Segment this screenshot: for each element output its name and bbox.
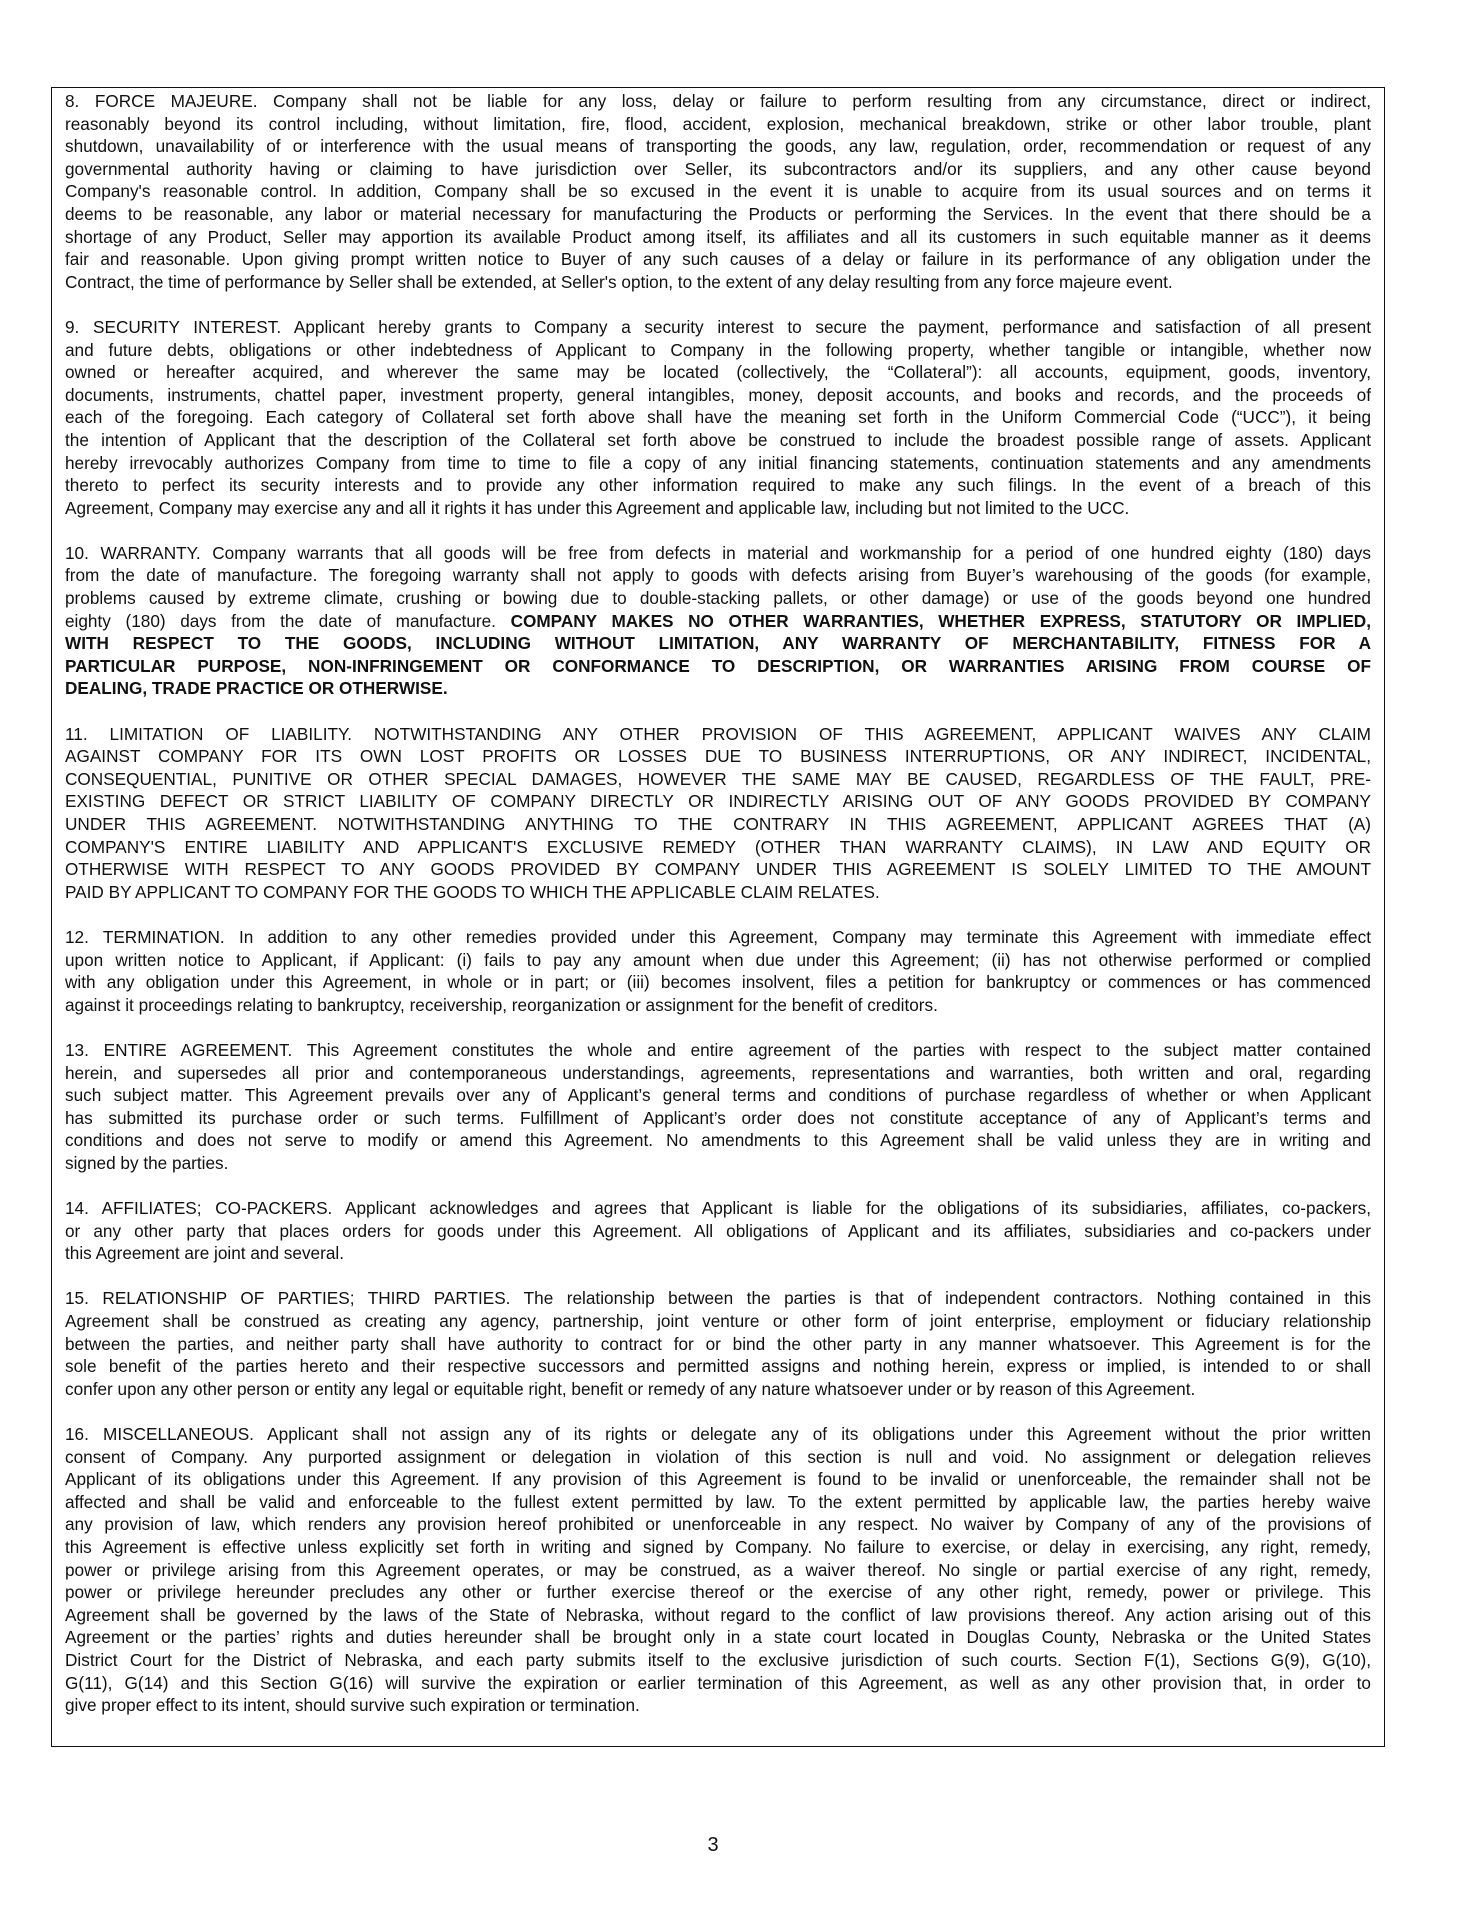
clause-14 — [65, 1197, 1371, 1265]
clause-line — [65, 836, 1371, 859]
clause-line — [65, 1107, 1371, 1130]
line-text: COMPANY'S ENTIRE LIABILITY AND APPLICANT'S EXCLUSIVE REMEDY (OTHER THAN WARRANTY CLAIMS), IN LAW AND EQUITY OR — [65, 836, 1371, 857]
line-text: shortage of any Product, Seller may apportion its available Product among itself, its affiliates and all its customers in such equitable manner as it deems — [65, 226, 1371, 247]
clause-line — [65, 203, 1371, 226]
clause-line — [65, 1694, 1371, 1717]
line-text: between the parties, and neither party shall have authority to contract for or bind the other party in any manner whatsoever. This Agreement is for the — [65, 1333, 1371, 1354]
line-text: eighty (180) days from the date of manufacture. — [65, 610, 511, 631]
clause-line — [65, 790, 1371, 813]
line-text: or any other party that places orders for goods under this Agreement. All obligations of Applicant and its affiliates, subsidiaries and co-packers under — [65, 1220, 1371, 1241]
line-text: signed by the parties. — [65, 1152, 229, 1173]
line-text: Agreement, Company may exercise any and all it rights it has under this Agreement and applicable law, including but not limited to the UCC. — [65, 497, 1130, 518]
clause-line — [65, 271, 1371, 294]
clause-line — [65, 949, 1371, 972]
clause-13 — [65, 1039, 1371, 1175]
line-text: from the date of manufacture. The foregoing warranty shall not apply to goods with defects arising from Buyer’s warehousing of the goods (for example, — [65, 565, 1371, 586]
line-text: AGAINST COMPANY FOR ITS OWN LOST PROFITS OR LOSSES DUE TO BUSINESS INTERRUPTIONS, OR ANY INDIRECT, INCIDENTAL, — [65, 746, 1371, 767]
line-text: this Agreement is effective unless explicitly set forth in writing and signed by Company. No failure to exercise, or delay in exercising, any right, remedy, — [65, 1537, 1371, 1557]
clause-line — [65, 632, 1371, 655]
clause-line — [65, 564, 1371, 587]
line-text: sole benefit of the parties hereto and their respective successors and permitted assigns and nothing herein, express or implied, is intended to or shall — [65, 1356, 1371, 1377]
line-text: shutdown, unavailability of or interference with the usual means of transporting the goods, any law, regulation, order, recommendation or request of any — [65, 136, 1371, 157]
clause-line — [65, 813, 1371, 836]
line-text: Agreement or the parties’ rights and duties hereunder shall be brought only in a state court located in Douglas County, Nebraska or the United States — [65, 1627, 1371, 1648]
clause-line — [65, 881, 1371, 904]
clause-line — [65, 1287, 1371, 1310]
line-text: documents, instruments, chattel paper, investment property, general intangibles, money, deposit accounts, and books and records, and the proceeds of — [65, 384, 1371, 405]
line-text: the intention of Applicant that the description of the Collateral set forth above be construed to include the broadest possible range of assets. Applicant — [65, 429, 1371, 450]
clause-line — [65, 1220, 1371, 1243]
line-text: governmental authority having or claiming to have jurisdiction over Seller, its subcontractors and/or its suppliers, and any other cause beyond — [65, 158, 1371, 179]
terms-box — [51, 87, 1385, 1747]
line-text: herein, and supersedes all prior and contemporaneous understandings, agreements, representations and warranties, both written and oral, regarding — [65, 1062, 1371, 1083]
line-text: Agreement shall be construed as creating any agency, partnership, joint venture or other form of joint enterprise, employment or fiduciary relationship — [65, 1311, 1371, 1332]
clause-line — [65, 1378, 1371, 1401]
clause-line — [65, 248, 1371, 271]
clause-line — [65, 497, 1371, 520]
line-text: problems caused by extreme climate, crushing or bowing due to double-stacking pallets, or other damage) or use of the goods beyond one hundred — [65, 588, 1371, 609]
clause-line — [65, 1355, 1371, 1378]
clause-line — [65, 587, 1371, 610]
clause-line — [65, 406, 1371, 429]
clause-line — [65, 1626, 1371, 1649]
clause-line — [65, 1423, 1371, 1446]
line-text: deems to be reasonable, any labor or material necessary for manufacturing the Products or performing the Services. In the event that there should be a — [65, 203, 1371, 224]
clause-line — [65, 1513, 1371, 1536]
line-text: PAID BY APPLICANT TO COMPANY FOR THE GOODS TO WHICH THE APPLICABLE CLAIM RELATES. — [65, 881, 880, 902]
line-text: this Agreement are joint and several. — [65, 1243, 344, 1264]
disclaimer-text: PARTICULAR PURPOSE, NON-INFRINGEMENT OR CONFORMANCE TO DESCRIPTION, OR WARRANTIES ARISING FROM COURSE OF — [65, 655, 1371, 676]
line-text: EXISTING DEFECT OR STRICT LIABILITY OF COMPANY DIRECTLY OR INDIRECTLY ARISING OUT OF ANY GOODS PROVIDED BY COMPANY — [65, 791, 1371, 812]
clause-line — [65, 316, 1371, 339]
line-text: 10. WARRANTY. Company warrants that all goods will be free from defects in material and workmanship for a period of one hundred eighty (180) days — [65, 542, 1371, 563]
clause-line — [65, 1197, 1371, 1220]
line-text: each of the foregoing. Each category of Collateral set forth above shall have the meaning set forth in the Uniform Commercial Code (“UCC”), it being — [65, 407, 1371, 428]
clause-line — [65, 1649, 1371, 1672]
clause-line — [65, 542, 1371, 565]
line-text: 8. FORCE MAJEURE. Company shall not be liable for any loss, delay or failure to perform resulting from any circumstance, direct or indirect, — [65, 91, 1371, 111]
line-text: 14. AFFILIATES; CO-PACKERS. Applicant acknowledges and agrees that Applicant is liable for the obligations of its subsidiaries, affiliates, co-packers, — [65, 1198, 1371, 1219]
clause-line — [65, 1333, 1371, 1356]
line-text: 16. MISCELLANEOUS. Applicant shall not assign any of its rights or delegate any of its obligations under this Agreement without the prior written — [65, 1424, 1371, 1445]
clause-line — [65, 1536, 1371, 1559]
line-text: thereto to perfect its security interests and to provide any other information required to make any such filings. In the event of a breach of this — [65, 475, 1371, 496]
line-text: owned or hereafter acquired, and wherever the same may be located (collectively, the “Collateral”): all accounts, equipment, goods, inventory, — [65, 362, 1371, 383]
clause-9 — [65, 316, 1371, 519]
clause-11 — [65, 723, 1371, 904]
clause-line — [65, 158, 1371, 181]
clause-line — [65, 180, 1371, 203]
clause-line — [65, 452, 1371, 475]
clause-line — [65, 474, 1371, 497]
clause-line — [65, 361, 1371, 384]
clause-line — [65, 1491, 1371, 1514]
line-text: CONSEQUENTIAL, PUNITIVE OR OTHER SPECIAL DAMAGES, HOWEVER THE SAME MAY BE CAUSED, REGARDLESS OF THE FAULT, PRE- — [65, 768, 1371, 789]
line-text: District Court for the District of Nebraska, and each party submits itself to the exclusive jurisdiction of such courts. Section F(1), Sections G(9), G(10), — [65, 1649, 1371, 1670]
line-text: affected and shall be valid and enforceable to the fullest extent permitted by law. To the extent permitted by applicable law, the parties hereby waive — [65, 1491, 1371, 1512]
clause-line — [65, 610, 1371, 633]
clause-line — [65, 971, 1371, 994]
line-text: upon written notice to Applicant, if Applicant: (i) fails to pay any amount when due under this Agreement; (ii) has not otherwise performed or complied — [65, 949, 1371, 970]
line-text: any provision of law, which renders any provision hereof prohibited or unenforceable in any respect. No waiver by Company of any of the provisions of — [65, 1514, 1371, 1535]
clause-line — [65, 1672, 1371, 1695]
clause-line — [65, 384, 1371, 407]
clause-line — [65, 1084, 1371, 1107]
line-text: with any obligation under this Agreement, in whole or in part; or (iii) becomes insolvent, files a petition for bankruptcy or commences or has commenced — [65, 972, 1371, 993]
line-text: Agreement shall be governed by the laws of the State of Nebraska, without regard to the conflict of law provisions thereof. Any action arising out of this — [65, 1604, 1371, 1625]
line-text: 15. RELATIONSHIP OF PARTIES; THIRD PARTIES. The relationship between the parties is that of independent contractors. Nothing contained in this — [65, 1288, 1371, 1309]
line-text: confer upon any other person or entity any legal or equitable right, benefit or remedy of any nature whatsoever under or by reason of this Agreement. — [65, 1378, 1196, 1399]
line-text: such subject matter. This Agreement prevails over any of Applicant’s general terms and conditions of purchase regardless of whether or when Applicant — [65, 1085, 1371, 1106]
line-text: reasonably beyond its control including, without limitation, fire, flood, accident, explosion, mechanical breakdown, strike or other labor trouble, plant — [65, 113, 1371, 134]
clause-line — [65, 1152, 1371, 1175]
line-text: Applicant of its obligations under this Agreement. If any provision of this Agreement is found to be invalid or unenforceable, the remainder shall not be — [65, 1469, 1371, 1490]
clause-line — [65, 655, 1371, 678]
clause-line — [65, 226, 1371, 249]
clause-line — [65, 1468, 1371, 1491]
page-number: 3 — [707, 1834, 719, 1856]
clause-line — [65, 768, 1371, 791]
clause-16 — [65, 1423, 1371, 1717]
clause-line — [65, 1242, 1371, 1265]
line-text: fair and reasonable. Upon giving prompt written notice to Buyer of any such causes of a delay or failure in its performance of any obligation under the — [65, 249, 1371, 270]
clause-line — [65, 723, 1371, 746]
clause-line — [65, 1310, 1371, 1333]
clause-line — [65, 90, 1371, 113]
clause-10 — [65, 542, 1371, 700]
line-text: UNDER THIS AGREEMENT. NOTWITHSTANDING ANYTHING TO THE CONTRARY IN THIS AGREEMENT, APPLICANT AGREES THAT (A) — [65, 814, 1371, 834]
clause-line — [65, 135, 1371, 158]
clause-line — [65, 1581, 1371, 1604]
clause-12 — [65, 926, 1371, 1016]
clause-15 — [65, 1287, 1371, 1400]
line-text: against it proceedings relating to bankruptcy, receivership, reorganization or assignment for the benefit of creditors. — [65, 994, 938, 1015]
line-text: consent of Company. Any purported assignment or delegation in violation of this section is null and void. No assignment or delegation relieves — [65, 1446, 1371, 1467]
line-text: 12. TERMINATION. In addition to any other remedies provided under this Agreement, Company may terminate this Agreement with immediate effect — [65, 926, 1371, 947]
clause-line — [65, 745, 1371, 768]
clause-line — [65, 858, 1371, 881]
clause-line — [65, 339, 1371, 362]
clause-line — [65, 926, 1371, 949]
clause-line — [65, 113, 1371, 136]
line-text: power or privilege arising from this Agreement operates, or may be construed, as a waiver thereof. No single or partial exercise of any right, remedy, — [65, 1559, 1371, 1580]
disclaimer-text: COMPANY MAKES NO OTHER WARRANTIES, WHETHER EXPRESS, STATUTORY OR IMPLIED, — [510, 610, 1371, 631]
line-text: Contract, the time of performance by Seller shall be extended, at Seller's option, to the extent of any delay resulting from any force majeure event. — [65, 271, 1173, 292]
line-text: hereby irrevocably authorizes Company from time to time to file a copy of any initial financing statements, continuation statements and any amendments — [65, 452, 1371, 473]
clause-line — [65, 677, 1371, 700]
line-text: 11. LIMITATION OF LIABILITY. NOTWITHSTANDING ANY OTHER PROVISION OF THIS AGREEMENT, APPLICANT WAIVES ANY CLAIM — [65, 723, 1371, 744]
clause-line — [65, 1062, 1371, 1085]
line-text: 13. ENTIRE AGREEMENT. This Agreement constitutes the whole and entire agreement of the parties with respect to the subject matter contained — [65, 1039, 1371, 1060]
clause-line — [65, 1129, 1371, 1152]
line-text: give proper effect to its intent, should survive such expiration or termination. — [65, 1695, 640, 1716]
clause-8 — [65, 90, 1371, 293]
clause-line — [65, 429, 1371, 452]
line-text: Company's reasonable control. In addition, Company shall be so excused in the event it is unable to acquire from its usual sources and on terms it — [65, 181, 1371, 202]
clause-line — [65, 994, 1371, 1017]
line-text: power or privilege hereunder precludes any other or further exercise thereof or the exercise of any other right, remedy, power or privilege. This — [65, 1582, 1371, 1603]
clause-line — [65, 1604, 1371, 1627]
line-text: 9. SECURITY INTEREST. Applicant hereby grants to Company a security interest to secure the payment, performance and satisfaction of all present — [65, 316, 1371, 337]
clause-line — [65, 1039, 1371, 1062]
disclaimer-text: WITH RESPECT TO THE GOODS, INCLUDING WITHOUT LIMITATION, ANY WARRANTY OF MERCHANTABILITY, FITNESS FOR A — [65, 633, 1371, 654]
clause-line — [65, 1559, 1371, 1582]
line-text: conditions and does not serve to modify or amend this Agreement. No amendments to this Agreement shall be valid unless they are in writing and — [65, 1130, 1371, 1151]
line-text: has submitted its purchase order or such terms. Fulfillment of Applicant’s order does not constitute acceptance of any of Applicant’s terms and — [65, 1107, 1371, 1128]
clause-line — [65, 1446, 1371, 1469]
line-text: and future debts, obligations or other indebtedness of Applicant to Company in the following property, whether tangible or intangible, whether now — [65, 339, 1371, 360]
line-text: G(11), G(14) and this Section G(16) will survive the expiration or earlier termination of this Agreement, as well as any other provision that, in order to — [65, 1672, 1371, 1693]
disclaimer-text: DEALING, TRADE PRACTICE OR OTHERWISE. — [65, 678, 448, 699]
line-text: OTHERWISE WITH RESPECT TO ANY GOODS PROVIDED BY COMPANY UNDER THIS AGREEMENT IS SOLELY LIMITED TO THE AMOUNT — [65, 859, 1371, 880]
